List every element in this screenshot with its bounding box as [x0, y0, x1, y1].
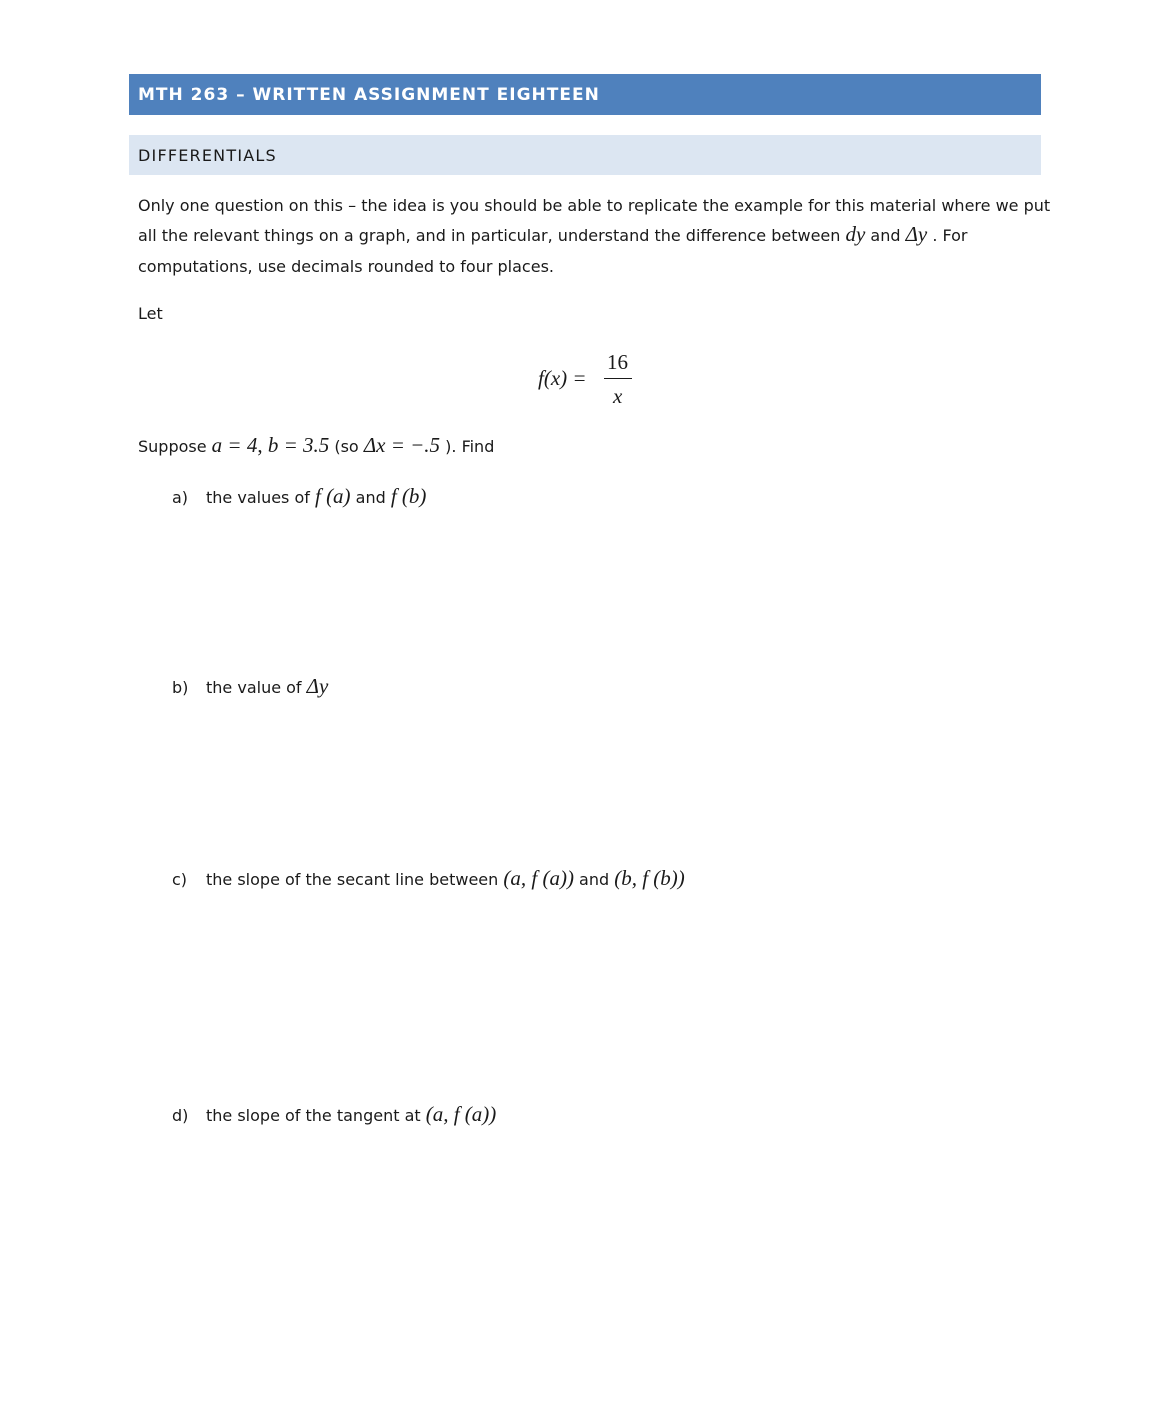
delta-y-symbol: Δy — [905, 222, 928, 246]
suppose-text: ). Find — [440, 437, 495, 456]
question-b — [172, 674, 328, 699]
question-math: (b, f (b)) — [614, 866, 685, 890]
let-label: Let — [138, 304, 163, 323]
function-formula — [538, 350, 648, 410]
formula-numerator: 16 — [607, 350, 628, 374]
assignment-title-bar — [129, 74, 1041, 115]
suppose-text: (so — [329, 437, 364, 456]
question-label: b) — [172, 678, 189, 697]
question-text: the slope of the tangent at — [206, 1106, 426, 1125]
fraction-bar — [604, 378, 632, 379]
question-text: the values of — [206, 488, 315, 507]
question-c — [172, 866, 685, 891]
question-text: the value of — [206, 678, 307, 697]
intro-text: and — [865, 226, 906, 245]
a-value: a = 4 — [211, 433, 258, 457]
question-math: f (a) — [314, 484, 351, 508]
delta-x-value: Δx = −.5 — [363, 433, 441, 457]
question-a — [172, 484, 426, 509]
question-label: a) — [172, 488, 189, 507]
question-math: f (b) — [390, 484, 427, 508]
question-text: and — [350, 488, 391, 507]
question-text: and — [573, 870, 615, 889]
section-heading-bar — [129, 135, 1041, 175]
question-math: (a, f (a)) — [503, 866, 574, 890]
intro-text: all the relevant things on a graph, and in particular, understand the difference between — [138, 226, 846, 245]
question-text: the slope of the secant line between — [206, 870, 504, 889]
section-heading: DIFFERENTIALS — [138, 145, 277, 165]
suppose-line — [138, 433, 494, 458]
question-d — [172, 1102, 496, 1127]
intro-line-2 — [138, 222, 968, 247]
question-label: c) — [172, 870, 188, 889]
intro-line-3: computations, use decimals rounded to four places. — [138, 257, 554, 276]
suppose-text: Suppose — [138, 437, 212, 456]
intro-text: . For — [927, 226, 968, 245]
question-math: Δy — [306, 674, 329, 698]
formula-denominator: x — [613, 384, 623, 408]
intro-line-1: Only one question on this – the idea is you should be able to replicate the example for this material where we put — [138, 196, 1051, 215]
comma: , — [257, 433, 268, 457]
assignment-title: MTH 263 – WRITTEN ASSIGNMENT EIGHTEEN — [138, 84, 600, 105]
question-math: (a, f (a)) — [425, 1102, 497, 1126]
b-value: b = 3.5 — [267, 433, 330, 457]
dy-symbol: dy — [845, 222, 866, 246]
formula-lhs: f(x) = — [538, 366, 587, 390]
question-label: d) — [172, 1106, 189, 1125]
